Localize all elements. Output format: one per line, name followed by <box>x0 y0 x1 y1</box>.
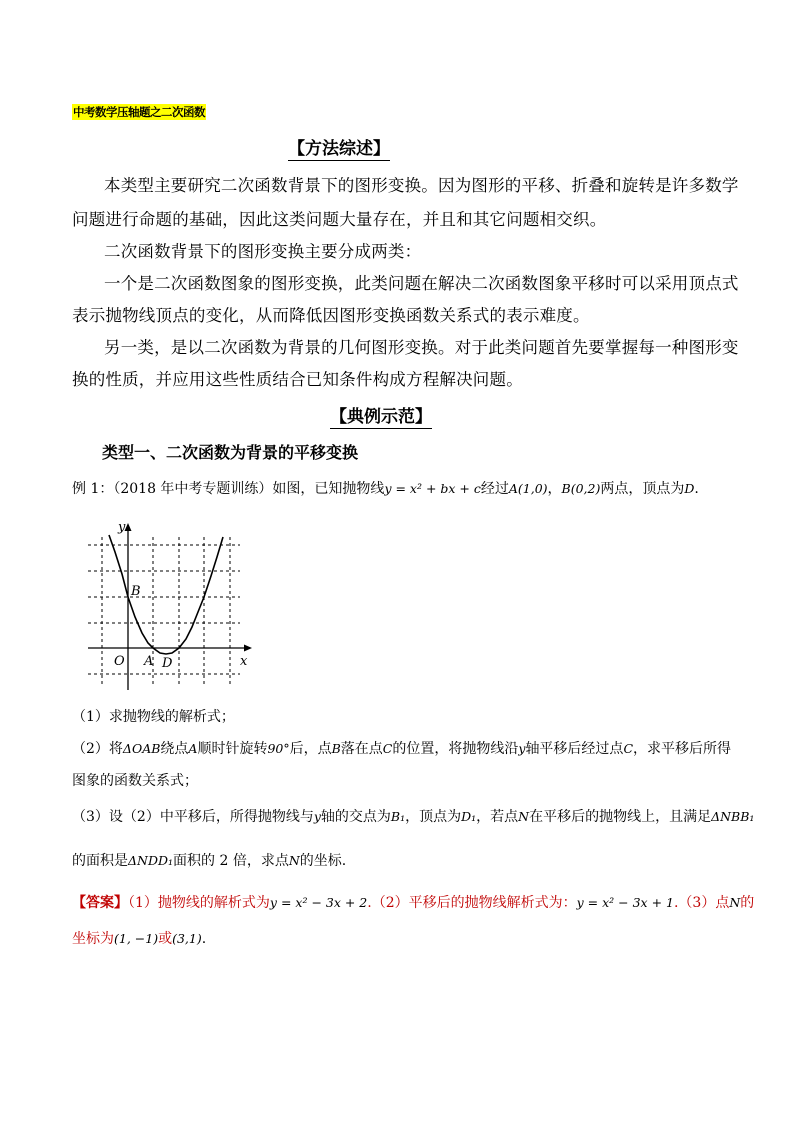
q2-text: （2）将 <box>72 741 123 757</box>
answer-text: .（3）点 <box>673 895 730 911</box>
point-d1: D₁ <box>461 809 477 824</box>
type-heading: 类型一、二次函数为背景的平移变换 <box>102 443 359 462</box>
point-b: B(0,2) <box>561 481 601 496</box>
answer-label: 【答案】 <box>72 895 128 911</box>
header-tag: 中考数学压轴题之二次函数 <box>73 105 205 119</box>
graph-label-x: x <box>240 654 248 669</box>
section-title-method: 【方法综述】 <box>288 134 390 161</box>
q2-text: 的位置，将抛物线沿 <box>392 741 519 757</box>
paragraph-3-line-2: 表示抛物线顶点的变化，从而降低因图形变换函数关系式的表示难度。 <box>72 306 590 325</box>
question-1: （1）求抛物线的解析式； <box>72 709 235 725</box>
answer-text: .（2）平移后的抛物线解析式为： <box>367 895 577 911</box>
answer-text: 坐标为 <box>72 931 114 947</box>
point-b1: B₁ <box>390 809 406 824</box>
answer-text: 的 <box>740 895 755 911</box>
example-text: 两点，顶点为 <box>600 481 685 497</box>
point-d: D <box>684 481 695 496</box>
point-n: N <box>288 853 300 868</box>
example-1-statement <box>72 478 699 498</box>
answer-line-1 <box>72 892 754 912</box>
q3-text: ，顶点为 <box>405 809 462 825</box>
q2-text: 顺时针旋转 <box>197 741 268 757</box>
triangle-nbb1: ΔNBB₁ <box>711 809 755 824</box>
question-3-line-1 <box>72 806 754 826</box>
q3-text: （3）设（2）中平移后，所得抛物线与 <box>72 809 314 825</box>
triangle-ndd1: ΔNDD₁ <box>128 853 174 868</box>
x-axis-arrow <box>244 645 252 652</box>
triangle-oab: ΔOAB <box>122 741 161 756</box>
question-2-line-2: 图象的函数关系式； <box>72 773 198 789</box>
section-title-example: 【典例示范】 <box>330 402 432 429</box>
paragraph-2: 二次函数背景下的图形变换主要分成两类： <box>104 242 422 261</box>
q2-text: 轴平移后经过点 <box>525 741 624 757</box>
example-text: . <box>694 481 699 497</box>
q3-text: 在平移后的抛物线上，且满足 <box>529 809 712 825</box>
answer-point-1: (1, −1) <box>114 931 159 946</box>
q3-text: 面积的 2 倍，求点 <box>173 853 289 869</box>
graph-label-y: y <box>118 520 126 535</box>
point-a: A <box>188 741 198 756</box>
graph-label-d: D <box>162 656 173 671</box>
paragraph-1-line-2: 问题进行命题的基础，因此这类问题大量存在，并且和其它问题相交织。 <box>72 210 607 229</box>
q2-text: ，求平移后所得 <box>633 741 732 757</box>
point-c: C <box>382 741 393 756</box>
q2-text: 落在点 <box>340 741 383 757</box>
angle-value: 90° <box>267 741 290 756</box>
graph-label-o: O <box>114 654 125 669</box>
example-text: 经过 <box>480 481 509 497</box>
graph-label-b: B <box>131 584 141 599</box>
q3-text: 轴的交点为 <box>320 809 391 825</box>
q3-text: 的面积是 <box>72 853 128 869</box>
answer-text: . <box>201 931 207 947</box>
answer-point-2: (3,1) <box>172 931 202 946</box>
point-n: N <box>729 895 741 910</box>
paragraph-3-line-1: 一个是二次函数图象的图形变换，此类问题在解决二次函数图象平移时可以采用顶点式 <box>104 274 739 293</box>
answer-text: （1）抛物线的解析式为 <box>128 895 270 911</box>
y-axis-arrow <box>125 523 132 531</box>
q2-text: 绕点 <box>160 741 189 757</box>
point-a: A(1,0) <box>508 481 548 496</box>
paragraph-1-line-1: 本类型主要研究二次函数背景下的图形变换。因为图形的平移、折叠和旋转是许多数学 <box>104 176 739 195</box>
graph-label-a: A <box>144 654 154 669</box>
q3-text: ，若点 <box>476 809 519 825</box>
q3-text: 的坐标. <box>299 853 347 869</box>
example-text: ， <box>547 481 562 497</box>
point-c: C <box>623 741 634 756</box>
axis-y: y <box>518 741 526 756</box>
question-2-line-1 <box>72 738 731 758</box>
paragraph-4-line-1: 另一类，是以二次函数为背景的几何图形变换。对于此类问题首先要掌握每一种图形变 <box>104 338 739 357</box>
answer-text: 或 <box>158 931 173 947</box>
parabola-curve <box>109 535 223 654</box>
answer-equation-1: y = x² − 3x + 2 <box>269 895 368 910</box>
answer-equation-2: y = x² − 3x + 1 <box>576 895 674 910</box>
math-equation: y = x² + bx + c <box>384 481 481 496</box>
point-n: N <box>518 809 530 824</box>
axis-y: y <box>313 809 321 824</box>
paragraph-4-line-2: 换的性质，并应用这些性质结合已知条件构成方程解决问题。 <box>72 370 523 389</box>
point-b: B <box>331 741 341 756</box>
parabola-graph <box>80 515 260 695</box>
q2-text: 后，点 <box>289 741 332 757</box>
example-prefix: 例 1：（2018 年中考专题训练）如图，已知抛物线 <box>72 481 385 497</box>
answer-line-2 <box>72 928 206 948</box>
question-3-line-2 <box>72 850 346 870</box>
